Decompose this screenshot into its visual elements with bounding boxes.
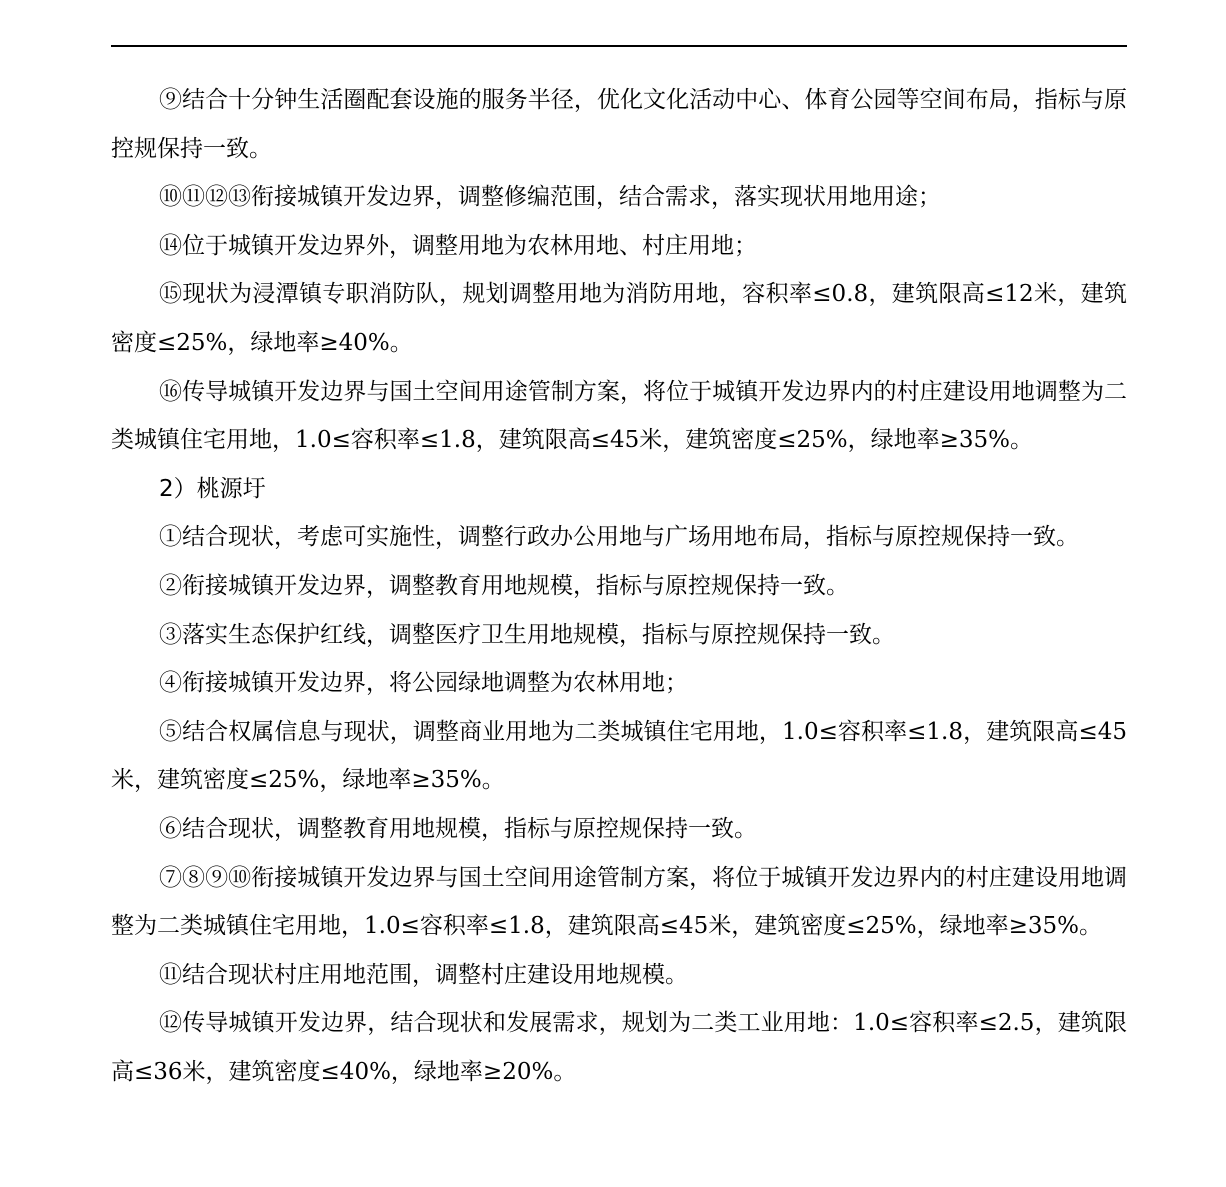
paragraph-item-4-park: ④衔接城镇开发边界，将公园绿地调整为农林用地； [159, 670, 688, 697]
paragraph-item-7-10-residential: ⑦⑧⑨⑩衔接城镇开发边界与国土空间用途管制方案，将位于城镇开发边界内的村庄建设用地调整为二类城镇住宅用地，1.0≤容积率≤1.8，建筑限高≤45米，建筑密度≤25%，绿地率≥35%。 [111, 864, 1127, 940]
paragraph-item-14-outside-boundary: ⑭位于城镇开发边界外，调整用地为农林用地、村庄用地； [159, 232, 757, 259]
paragraph-item-3-medical: ③落实生态保护红线，调整医疗卫生用地规模，指标与原控规保持一致。 [159, 621, 895, 648]
header-rule [111, 45, 1127, 47]
paragraph-item-11-village: ⑪结合现状村庄用地范围，调整村庄建设用地规模。 [159, 961, 688, 988]
paragraph-item-5-commercial: ⑤结合权属信息与现状，调整商业用地为二类城镇住宅用地，1.0≤容积率≤1.8，建筑限高≤45米，建筑密度≤25%，绿地率≥35%。 [111, 718, 1127, 794]
paragraph-item-1-admin: ①结合现状，考虑可实施性，调整行政办公用地与广场用地布局，指标与原控规保持一致。 [159, 524, 1079, 551]
paragraph-item-12-industrial: ⑫传导城镇开发边界，结合现状和发展需求，规划为二类工业用地：1.0≤容积率≤2.5，建筑限高≤36米，建筑密度≤40%，绿地率≥20%。 [111, 1010, 1127, 1085]
paragraph-item-6-education: ⑥结合现状，调整教育用地规模，指标与原控规保持一致。 [159, 815, 757, 842]
document-body [111, 76, 1127, 1096]
paragraph-item-2-education: ②衔接城镇开发边界，调整教育用地规模，指标与原控规保持一致。 [159, 572, 849, 599]
paragraph-item-9-culture: ⑨结合十分钟生活圈配套设施的服务半径，优化文化活动中心、体育公园等空间布局，指标与原控规保持一致。 [111, 87, 1127, 162]
paragraph-item-16-residential: ⑯传导城镇开发边界与国土空间用途管制方案，将位于城镇开发边界内的村庄建设用地调整为二类城镇住宅用地，1.0≤容积率≤1.8，建筑限高≤45米，建筑密度≤25%，绿地率≥35%。 [111, 378, 1127, 454]
paragraph-item-10-13-boundary: ⑩⑪⑫⑬衔接城镇开发边界，调整修编范围，结合需求，落实现状用地用途； [159, 184, 941, 211]
section-heading-taoyuanxu: 2）桃源圩 [159, 475, 266, 502]
paragraph-item-15-fire-station: ⑮现状为浸潭镇专职消防队，规划调整用地为消防用地，容积率≤0.8，建筑限高≤12米，建筑密度≤25%，绿地率≥40%。 [111, 281, 1127, 356]
